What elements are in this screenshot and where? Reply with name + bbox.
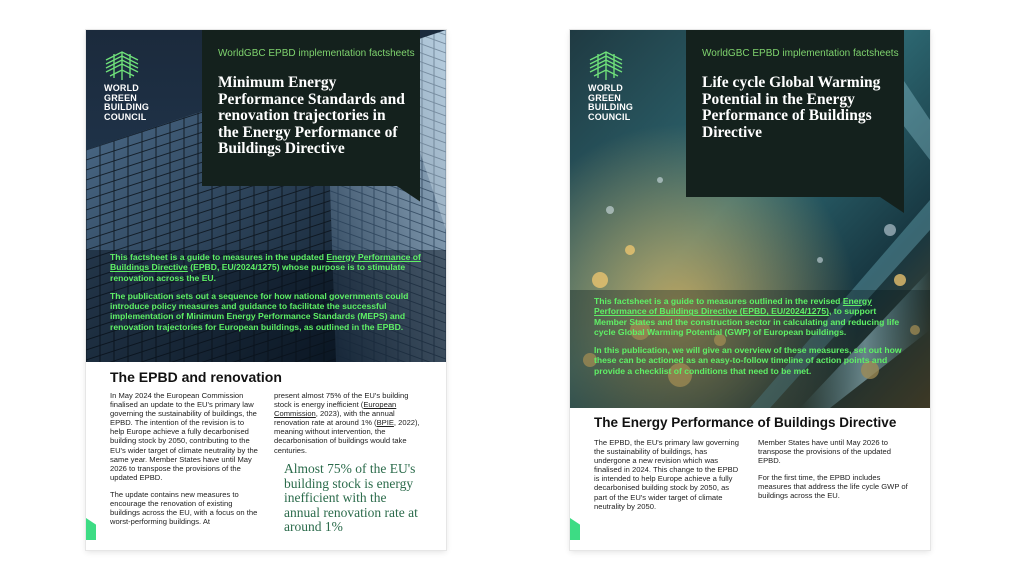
body-paragraph-1: The EPBD, the EU's primary law governing the sustainability of buildings, has undergone a new revision which was finalised in 2024. This change to the EPBD is intended to help Europe achieve a fully decarbonised building stock by 2050, as part of the EU's wider target of climate neutrality by 2050. (594, 438, 739, 511)
body-column-1 (594, 438, 744, 519)
section-heading: The Energy Performance of Buildings Directive (594, 415, 897, 430)
pull-quote: Almost 75% of the EU's building stock is energy inefficient with the annual renovation rate at around 1% (284, 461, 418, 534)
body-column-2 (758, 438, 908, 509)
body-paragraph-2: The update contains new measures to encourage the renovation of existing buildings across the EU, with a focus on the worst-performing buildings. At (110, 489, 258, 527)
factsheet-page-meps (86, 30, 446, 550)
body-paragraph-1: In May 2024 the European Commission finalised an update to the EU's primary law governing the sustainability of buildings, the EPBD. The intention of the revision is to help Europe achieve a fully decarbonised building stock by 2050, contributing to the EU's wider target of climate neutrality by the same year. Member States have until May 2026 to transpose the provisions of the updated EPBD. (110, 391, 258, 482)
body-column-2 (274, 391, 424, 463)
bpie-link[interactable]: BPIE (376, 418, 394, 428)
intro-paragraph-2: The publication sets out a sequence for how national governments could introduce policy measures and guidance to facilitate the successful implementation of Minimum Energy Performance Standards (MEPS) and renovation trajectories for European buildings, as outlined in the EPBD. (110, 290, 409, 332)
intro-text (594, 296, 904, 384)
worldgbc-logo (104, 50, 199, 122)
intro-paragraph-2: In this publication, we will give an overview of these measures, set out how these can be actioned as an easy-to-follow timeline of action points and provide a checklist of conditions that need to be met. (594, 345, 902, 376)
epbd-link[interactable]: Energy Performance of Buildings Directive (110, 252, 421, 273)
logo-wordmark: WORLD GREEN BUILDING COUNCIL (588, 83, 634, 122)
page-tab-marker (86, 518, 96, 540)
body-paragraph-2: Member States have until May 2026 to transpose the provisions of the updated EPBD. (758, 438, 891, 466)
document-title: Life cycle Global Warming Potential in the Energy Performance of Buildings Directive (702, 74, 881, 141)
factsheet-page-gwp (570, 30, 930, 550)
grid-leaf-logo-icon (588, 50, 624, 82)
grid-leaf-logo-icon (104, 50, 140, 82)
document-title: Minimum Energy Performance Standards and renovation trajectories in the Energy Performance of Buildings Directive (218, 74, 405, 157)
title-block (202, 30, 420, 186)
hero-image-skyscraper (86, 30, 446, 362)
body-paragraph-3: present almost 75% of the EU's building stock is energy inefficient (European Commission, 2023), with the annual renovation rate at around 1% (BPIE, 2022), meaning without intervention, the decarbonisation of buildings would take centuries. (274, 391, 420, 455)
worldgbc-logo (588, 50, 683, 122)
title-block (686, 30, 904, 197)
series-label: WorldGBC EPBD implementation factsheets (702, 48, 899, 59)
hero-image-bokeh-glass (570, 30, 930, 408)
series-label: WorldGBC EPBD implementation factsheets (218, 48, 415, 59)
body-paragraph-3: For the first time, the EPBD includes measures that address the life cycle GWP of buildings across the EU. (758, 473, 908, 501)
body-column-1 (110, 391, 260, 534)
epbd-link[interactable]: Energy Performance of Buildings Directive (EPBD, EU/2024/1275) (594, 296, 872, 317)
intro-paragraph-1: This factsheet is a guide to measures outlined in the revised Energy Performance of Buildings Directive (EPBD, EU/2024/1275), to support Member States and the construction sector in calculating and reducing life cycle Global Warming Potential (GWP) of European buildings. (594, 296, 900, 337)
intro-paragraph-1: This factsheet is a guide to measures in the updated Energy Performance of Buildings Directive (EPBD, EU/2024/1275) whose purpose is to stimulate renovation across the EU. (110, 252, 421, 283)
page-tab-marker (570, 518, 580, 540)
european-commission-link[interactable]: European Commission (274, 400, 397, 419)
intro-text (110, 252, 426, 340)
logo-wordmark: WORLD GREEN BUILDING COUNCIL (104, 83, 150, 122)
section-heading: The EPBD and renovation (110, 369, 282, 385)
